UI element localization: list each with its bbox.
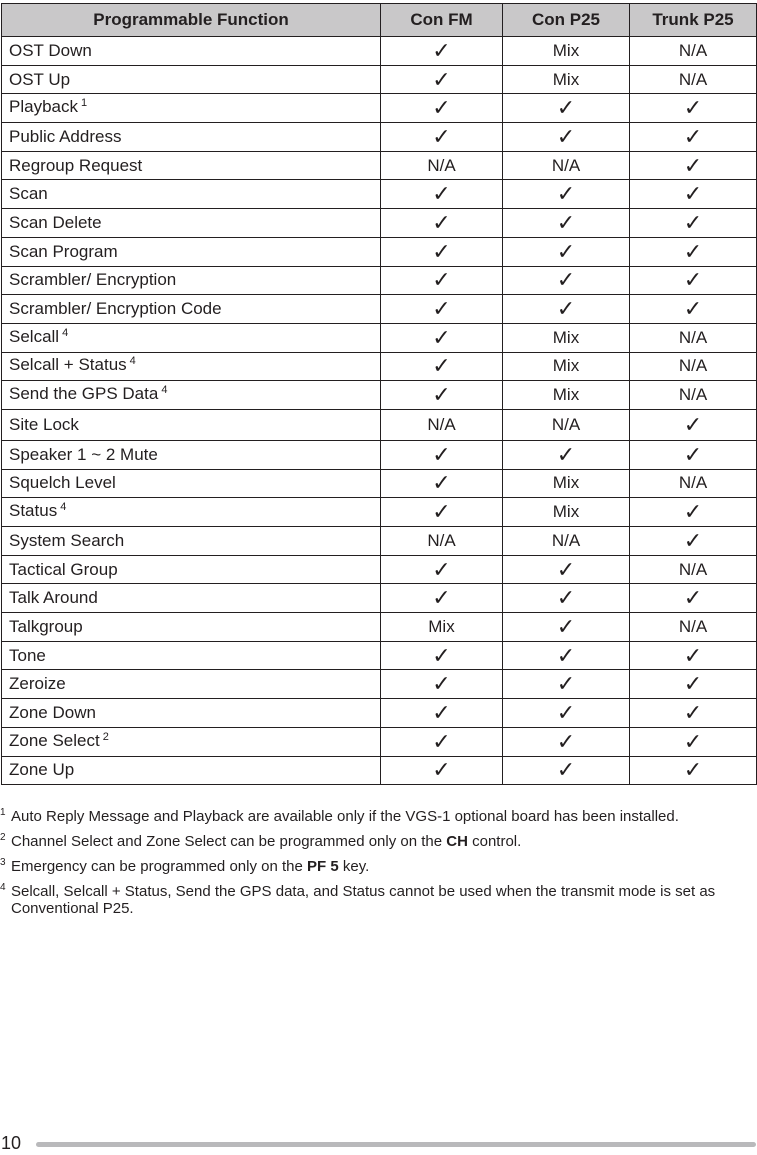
table-row	[2, 555, 757, 584]
con-fm-cell: ✓	[381, 756, 503, 785]
footnote-marker: 1	[0, 807, 6, 818]
function-name: Tone	[9, 645, 46, 665]
con-fm-cell: ✓	[381, 94, 503, 123]
con-p25-cell: ✓	[503, 670, 630, 699]
table-row	[2, 699, 757, 728]
con-fm-cell: ✓	[381, 295, 503, 324]
table-row	[2, 209, 757, 238]
trunk-p25-cell: N/A	[630, 555, 757, 584]
function-name: Public Address	[9, 126, 122, 146]
function-name-cell	[2, 440, 381, 469]
footnote-marker: 3	[0, 857, 6, 868]
function-name-cell	[2, 237, 381, 266]
con-p25-cell: ✓	[503, 123, 630, 152]
trunk-p25-cell: ✓	[630, 209, 757, 238]
footnote-marker: 2	[0, 832, 6, 843]
function-name: Scan	[9, 184, 48, 204]
trunk-p25-cell: ✓	[630, 295, 757, 324]
table-row	[2, 94, 757, 123]
table-row	[2, 469, 757, 498]
function-name: Selcall	[9, 326, 60, 346]
trunk-p25-cell: N/A	[630, 37, 757, 66]
function-name: Zone Down	[9, 702, 96, 722]
trunk-p25-cell: ✓	[630, 409, 757, 440]
con-fm-cell: ✓	[381, 641, 503, 670]
footnote-bold-text: PF 5	[307, 858, 339, 875]
con-fm-cell: ✓	[381, 584, 503, 613]
con-p25-cell: ✓	[503, 94, 630, 123]
function-name: Talkgroup	[9, 616, 83, 636]
trunk-p25-cell: ✓	[630, 151, 757, 180]
function-name: System Search	[9, 530, 125, 550]
function-name-cell	[2, 670, 381, 699]
function-name-cell	[2, 555, 381, 584]
table-row	[2, 641, 757, 670]
trunk-p25-cell: N/A	[630, 381, 757, 410]
con-p25-cell: Mix	[503, 469, 630, 498]
footnote-ref: 4	[161, 384, 168, 397]
footnote-bold-text: CH	[446, 833, 468, 850]
function-name: Tactical Group	[9, 559, 118, 579]
con-p25-cell: ✓	[503, 641, 630, 670]
con-fm-cell: Mix	[381, 613, 503, 642]
trunk-p25-cell: N/A	[630, 613, 757, 642]
page-number: 10	[1, 1133, 22, 1153]
function-name-cell	[2, 641, 381, 670]
con-p25-cell: Mix	[503, 65, 630, 94]
con-p25-cell: Mix	[503, 37, 630, 66]
con-p25-cell: ✓	[503, 180, 630, 209]
function-name-cell	[2, 123, 381, 152]
function-name: OST Up	[9, 69, 71, 89]
table-row	[2, 123, 757, 152]
function-name: Playback	[9, 97, 78, 117]
footnote-ref: 4	[62, 326, 69, 339]
function-name: Squelch Level	[9, 473, 116, 493]
con-fm-cell: N/A	[381, 527, 503, 556]
function-name-cell	[2, 727, 381, 756]
con-p25-cell: ✓	[503, 555, 630, 584]
function-name: Talk Around	[9, 588, 98, 608]
function-name-cell	[2, 151, 381, 180]
con-fm-cell: ✓	[381, 469, 503, 498]
function-name: Zeroize	[9, 674, 66, 694]
trunk-p25-cell: N/A	[630, 65, 757, 94]
table-row	[2, 440, 757, 469]
con-fm-cell: ✓	[381, 123, 503, 152]
function-name-cell	[2, 527, 381, 556]
trunk-p25-cell: ✓	[630, 756, 757, 785]
trunk-p25-cell: ✓	[630, 699, 757, 728]
con-p25-cell: ✓	[503, 295, 630, 324]
table-row	[2, 323, 757, 352]
function-name-cell	[2, 266, 381, 295]
trunk-p25-cell: ✓	[630, 237, 757, 266]
function-name-cell	[2, 180, 381, 209]
trunk-p25-cell: ✓	[630, 670, 757, 699]
con-fm-cell: N/A	[381, 151, 503, 180]
function-name-cell	[2, 381, 381, 410]
footnote-text: Selcall, Selcall + Status, Send the GPS data, and Status cannot be used when the transmit mode is set as Conventional P25.	[11, 883, 716, 917]
function-name-cell	[2, 699, 381, 728]
con-fm-cell: ✓	[381, 440, 503, 469]
trunk-p25-cell: N/A	[630, 323, 757, 352]
footnote	[0, 833, 757, 850]
function-name: Site Lock	[9, 414, 79, 434]
con-p25-cell: N/A	[503, 527, 630, 556]
function-name: Scrambler/ Encryption Code	[9, 299, 222, 319]
con-p25-cell: ✓	[503, 209, 630, 238]
footnotes	[0, 808, 757, 925]
trunk-p25-cell: ✓	[630, 584, 757, 613]
con-fm-cell: ✓	[381, 266, 503, 295]
table-row	[2, 756, 757, 785]
function-name-cell	[2, 352, 381, 381]
trunk-p25-cell: ✓	[630, 94, 757, 123]
function-name: Selcall + Status	[9, 355, 127, 375]
function-name: Regroup Request	[9, 155, 143, 175]
footnote-ref: 4	[129, 355, 136, 368]
con-p25-cell: ✓	[503, 727, 630, 756]
function-name: Scan Delete	[9, 212, 102, 232]
function-name-cell	[2, 756, 381, 785]
footnote	[0, 883, 757, 917]
page-footer	[0, 1133, 757, 1155]
trunk-p25-cell: ✓	[630, 180, 757, 209]
table-row	[2, 498, 757, 527]
con-p25-cell: ✓	[503, 756, 630, 785]
footnote-text-end: key.	[338, 858, 370, 875]
con-fm-cell: ✓	[381, 352, 503, 381]
table-row	[2, 65, 757, 94]
trunk-p25-cell: ✓	[630, 727, 757, 756]
table-row	[2, 151, 757, 180]
con-fm-cell: ✓	[381, 699, 503, 728]
footnote-marker: 4	[0, 882, 6, 893]
con-p25-cell: ✓	[503, 613, 630, 642]
function-name-cell	[2, 584, 381, 613]
header-programmable-function: Programmable Function	[2, 4, 381, 37]
trunk-p25-cell: ✓	[630, 266, 757, 295]
header-con-fm: Con FM	[381, 4, 503, 37]
con-fm-cell: ✓	[381, 498, 503, 527]
footer-rule	[36, 1142, 756, 1147]
con-p25-cell: ✓	[503, 440, 630, 469]
con-fm-cell: ✓	[381, 37, 503, 66]
table-row	[2, 727, 757, 756]
table-header-row	[2, 4, 757, 37]
table-row	[2, 180, 757, 209]
function-name-cell	[2, 613, 381, 642]
con-p25-cell: ✓	[503, 699, 630, 728]
con-p25-cell: ✓	[503, 584, 630, 613]
table-row	[2, 37, 757, 66]
table-row	[2, 266, 757, 295]
footnote	[0, 808, 757, 825]
function-name: Zone Select	[9, 730, 100, 750]
trunk-p25-cell: N/A	[630, 469, 757, 498]
function-name-cell	[2, 295, 381, 324]
footnote-text: Auto Reply Message and Playback are available only if the VGS-1 optional board has been installed.	[11, 808, 679, 825]
trunk-p25-cell: ✓	[630, 123, 757, 152]
con-fm-cell: ✓	[381, 555, 503, 584]
con-p25-cell: ✓	[503, 237, 630, 266]
function-name: Status	[9, 501, 58, 521]
function-name: Send the GPS Data	[9, 384, 159, 404]
table-row	[2, 409, 757, 440]
header-trunk-p25: Trunk P25	[630, 4, 757, 37]
con-p25-cell: Mix	[503, 498, 630, 527]
function-name: Zone Up	[9, 760, 75, 780]
trunk-p25-cell: ✓	[630, 641, 757, 670]
con-p25-cell: N/A	[503, 409, 630, 440]
con-p25-cell: Mix	[503, 352, 630, 381]
function-name: OST Down	[9, 40, 92, 60]
table-row	[2, 381, 757, 410]
con-p25-cell: Mix	[503, 323, 630, 352]
footnote-ref: 2	[102, 730, 109, 743]
con-fm-cell: ✓	[381, 727, 503, 756]
con-fm-cell: ✓	[381, 237, 503, 266]
function-name: Scrambler/ Encryption	[9, 270, 177, 290]
con-fm-cell: ✓	[381, 65, 503, 94]
table-row	[2, 670, 757, 699]
con-p25-cell: N/A	[503, 151, 630, 180]
function-name-cell	[2, 409, 381, 440]
footnote	[0, 858, 757, 875]
table-row	[2, 613, 757, 642]
footnote-text: Emergency can be programmed only on the	[11, 858, 307, 875]
function-name: Scan Program	[9, 241, 118, 261]
trunk-p25-cell: N/A	[630, 352, 757, 381]
footnote-ref: 1	[80, 97, 88, 110]
function-name: Speaker 1 ~ 2 Mute	[9, 444, 158, 464]
function-name-cell	[2, 94, 381, 123]
table-row	[2, 584, 757, 613]
trunk-p25-cell: ✓	[630, 527, 757, 556]
con-fm-cell: ✓	[381, 209, 503, 238]
con-fm-cell: ✓	[381, 670, 503, 699]
table-row	[2, 527, 757, 556]
function-name-cell	[2, 469, 381, 498]
footnote-ref: 4	[60, 501, 67, 514]
function-name-cell	[2, 323, 381, 352]
function-name-cell	[2, 65, 381, 94]
con-fm-cell: ✓	[381, 180, 503, 209]
trunk-p25-cell: ✓	[630, 498, 757, 527]
con-fm-cell: N/A	[381, 409, 503, 440]
programmable-function-table	[1, 3, 757, 785]
con-fm-cell: ✓	[381, 381, 503, 410]
con-p25-cell: Mix	[503, 381, 630, 410]
trunk-p25-cell: ✓	[630, 440, 757, 469]
footnote-text: Channel Select and Zone Select can be programmed only on the	[11, 833, 447, 850]
footnote-text-end: control.	[467, 833, 522, 850]
table-row	[2, 295, 757, 324]
header-con-p25: Con P25	[503, 4, 630, 37]
function-name-cell	[2, 209, 381, 238]
table-row	[2, 352, 757, 381]
function-name-cell	[2, 37, 381, 66]
function-name-cell	[2, 498, 381, 527]
table-row	[2, 237, 757, 266]
con-p25-cell: ✓	[503, 266, 630, 295]
con-fm-cell: ✓	[381, 323, 503, 352]
